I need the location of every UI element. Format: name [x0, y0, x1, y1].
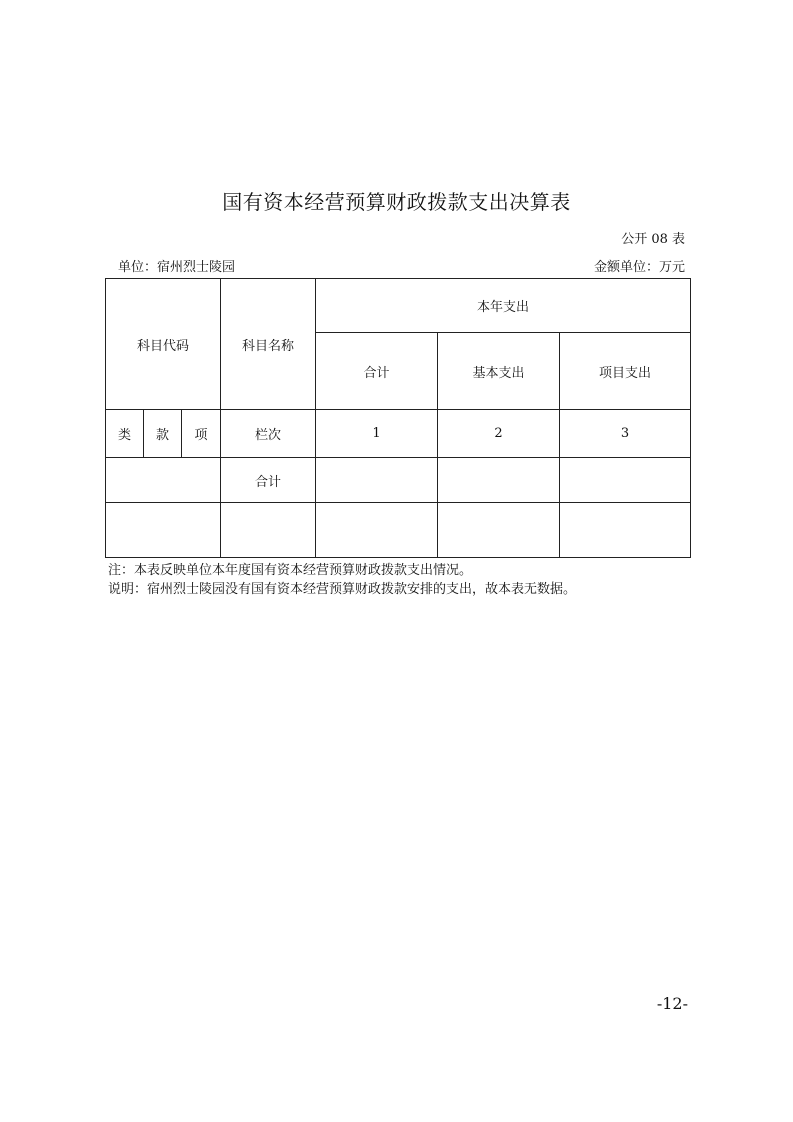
empty-total-cell — [316, 503, 438, 558]
name-header: 科目名称 — [221, 279, 316, 410]
empty-name-cell — [221, 503, 316, 558]
total-row-total-cell — [316, 458, 438, 503]
lanci-cell: 栏次 — [221, 410, 316, 458]
basic-expenditure-header: 基本支出 — [438, 333, 560, 410]
note-text: 注：本表反映单位本年度国有资本经营预算财政拨款支出情况。 — [108, 563, 473, 578]
lei-cell: 类 — [106, 410, 144, 458]
project-expenditure-header: 项目支出 — [560, 333, 691, 410]
total-row — [106, 458, 691, 503]
total-row-code-cell — [106, 458, 221, 503]
empty-row — [106, 503, 691, 558]
total-header: 合计 — [316, 333, 438, 410]
empty-basic-cell — [438, 503, 560, 558]
xiang-cell: 项 — [182, 410, 221, 458]
explanation-text: 说明：宿州烈士陵园没有国有资本经营预算财政拨款安排的支出，故本表无数据。 — [108, 582, 577, 597]
index-1-cell: 1 — [316, 410, 438, 458]
money-unit-label: 金额单位：万元 — [593, 260, 685, 275]
total-row-project-cell — [560, 458, 691, 503]
unit-label: 单位：宿州烈士陵园 — [118, 260, 236, 275]
page-number: -12- — [656, 994, 688, 1013]
index-3-cell: 3 — [560, 410, 691, 458]
index-row — [106, 410, 691, 458]
expenditure-table — [105, 278, 691, 558]
kuan-cell: 款 — [144, 410, 182, 458]
empty-project-cell — [560, 503, 691, 558]
total-row-label: 合计 — [221, 458, 316, 503]
form-number: 公开 08 表 — [621, 232, 685, 247]
total-row-basic-cell — [438, 458, 560, 503]
header-row-1 — [106, 279, 691, 333]
year-expenditure-header: 本年支出 — [316, 279, 691, 333]
notes-section — [108, 561, 576, 599]
index-2-cell: 2 — [438, 410, 560, 458]
code-header: 科目代码 — [106, 279, 221, 410]
page-title: 国有资本经营预算财政拨款支出决算表 — [222, 190, 571, 214]
empty-code-cell — [106, 503, 221, 558]
